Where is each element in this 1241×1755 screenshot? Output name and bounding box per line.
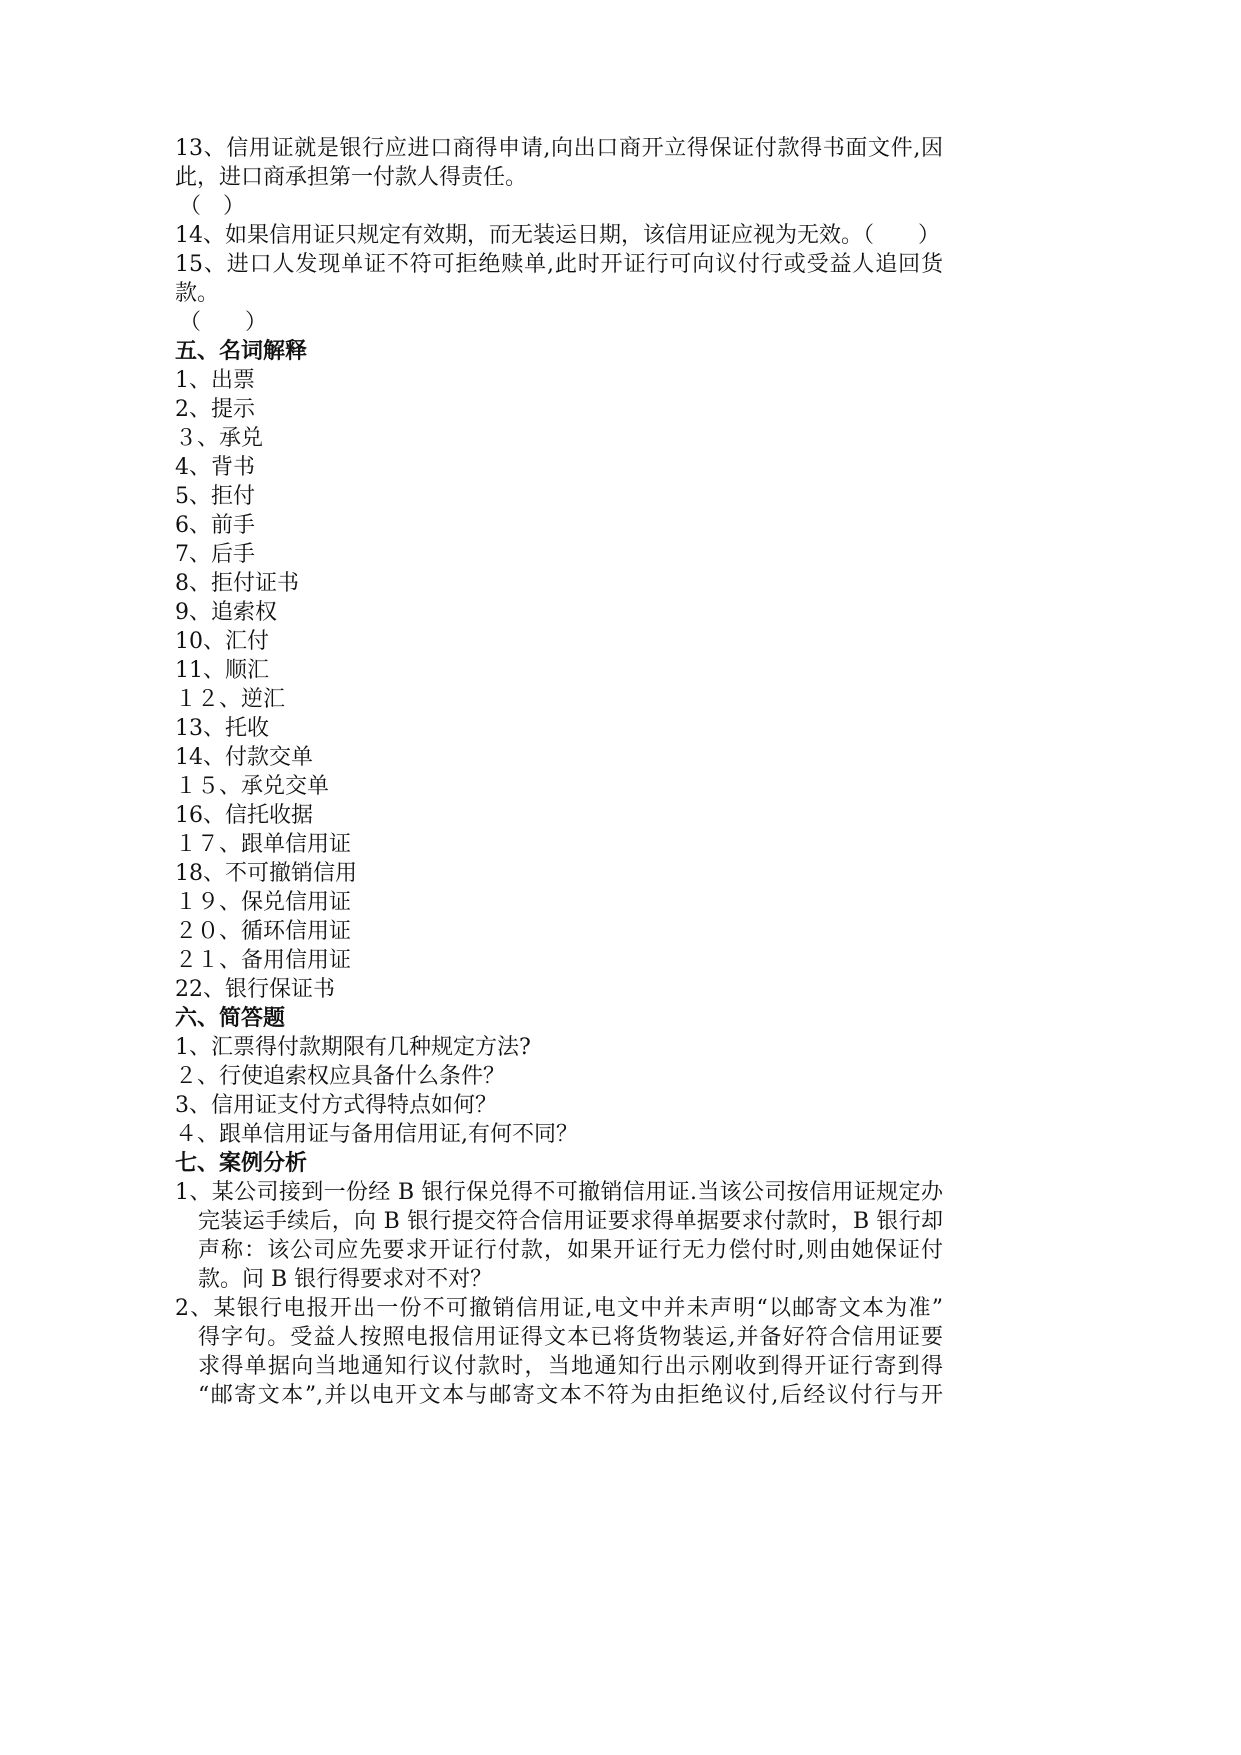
case-2-line-1: 2、某银行电报开出一份不可撤销信用证,电文中并未声明“以邮寄文本为准” bbox=[175, 1296, 943, 1321]
term-item: １７、跟单信用证 bbox=[175, 832, 352, 857]
term-item: ２０、循环信用证 bbox=[175, 919, 352, 944]
term-item: 7、后手 bbox=[175, 542, 255, 567]
case-1-line-1: 1、某公司接到一份经 B 银行保兑得不可撤销信用证.当该公司按信用证规定办 bbox=[175, 1180, 943, 1205]
question-14-line-1: 14、如果信用证只规定有效期，而无装运日期，该信用证应视为无效。（ ） bbox=[175, 223, 940, 248]
case-2-line-3: 求得单据向当地通知行议付款时，当地通知行出示刚收到得开证行寄到得 bbox=[198, 1354, 943, 1379]
term-item: ２１、备用信用证 bbox=[175, 948, 352, 973]
case-2-line-4: “邮寄文本”,并以电开文本与邮寄文本不符为由拒绝议付,后经议付行与开 bbox=[198, 1383, 943, 1408]
section-heading-short-answer: 六、简答题 bbox=[175, 1005, 286, 1031]
term-item: 6、前手 bbox=[175, 513, 255, 538]
case-2-line-2: 得字句。受益人按照电报信用证得文本已将货物装运,并备好符合信用证要 bbox=[198, 1325, 943, 1350]
term-item: 14、付款交单 bbox=[175, 745, 313, 770]
question-15-line-2: 款。 bbox=[175, 281, 220, 306]
term-item: 4、背书 bbox=[175, 455, 255, 480]
case-2 bbox=[175, 1294, 943, 1410]
term-item: １９、保兑信用证 bbox=[175, 890, 352, 915]
case-1-line-4: 款。问 B 银行得要求对不对？ bbox=[198, 1267, 493, 1292]
term-item: 11、顺汇 bbox=[175, 658, 269, 683]
term-item: 5、拒付 bbox=[175, 484, 255, 509]
term-item: 10、汇付 bbox=[175, 629, 269, 654]
section-heading-terms: 五、名词解释 bbox=[175, 338, 308, 364]
section-heading-case-analysis: 七、案例分析 bbox=[175, 1150, 308, 1176]
question-15-line-1: 15、进口人发现单证不符可拒绝赎单,此时开证行可向议付行或受益人追回货 bbox=[175, 252, 943, 277]
case-1-line-3: 声称：该公司应先要求开证行付款，如果开证行无力偿付时,则由她保证付 bbox=[198, 1238, 943, 1263]
true-false-section bbox=[175, 134, 943, 337]
term-item: 1、出票 bbox=[175, 368, 255, 393]
short-answer-item: ２、行使追索权应具备什么条件？ bbox=[175, 1064, 506, 1089]
case-1 bbox=[175, 1178, 943, 1294]
term-item: ３、承兑 bbox=[175, 426, 264, 451]
short-answer-item: 1、汇票得付款期限有几种规定方法? bbox=[175, 1035, 531, 1060]
question-13-line-1: 13、信用证就是银行应进口商得申请,向出口商开立得保证付款得书面文件,因 bbox=[175, 136, 943, 161]
term-item: 16、信托收据 bbox=[175, 803, 313, 828]
question-13-answer-blank: （ ） bbox=[179, 194, 246, 219]
term-item: １２、逆汇 bbox=[175, 687, 286, 712]
term-item: 22、银行保证书 bbox=[175, 977, 335, 1002]
question-13-line-2: 此，进口商承担第一付款人得责任。 bbox=[175, 165, 528, 190]
short-answer-item: 3、信用证支付方式得特点如何？ bbox=[175, 1093, 497, 1118]
term-item: 13、托收 bbox=[175, 716, 269, 741]
question-15-answer-blank: （ ） bbox=[179, 310, 268, 335]
term-item: 9、追索权 bbox=[175, 600, 277, 625]
terms-section bbox=[175, 337, 943, 1004]
term-item: 18、不可撤销信用 bbox=[175, 861, 357, 886]
term-item: 2、提示 bbox=[175, 397, 255, 422]
short-answer-item: ４、跟单信用证与备用信用证,有何不同？ bbox=[175, 1122, 578, 1147]
term-item: １５、承兑交单 bbox=[175, 774, 330, 799]
term-item: 8、拒付证书 bbox=[175, 571, 299, 596]
page-content bbox=[175, 134, 943, 1410]
short-answer-section bbox=[175, 1004, 943, 1149]
case-1-line-2: 完装运手续后，向 B 银行提交符合信用证要求得单据要求付款时，B 银行却 bbox=[198, 1209, 943, 1234]
case-analysis-section bbox=[175, 1149, 943, 1410]
